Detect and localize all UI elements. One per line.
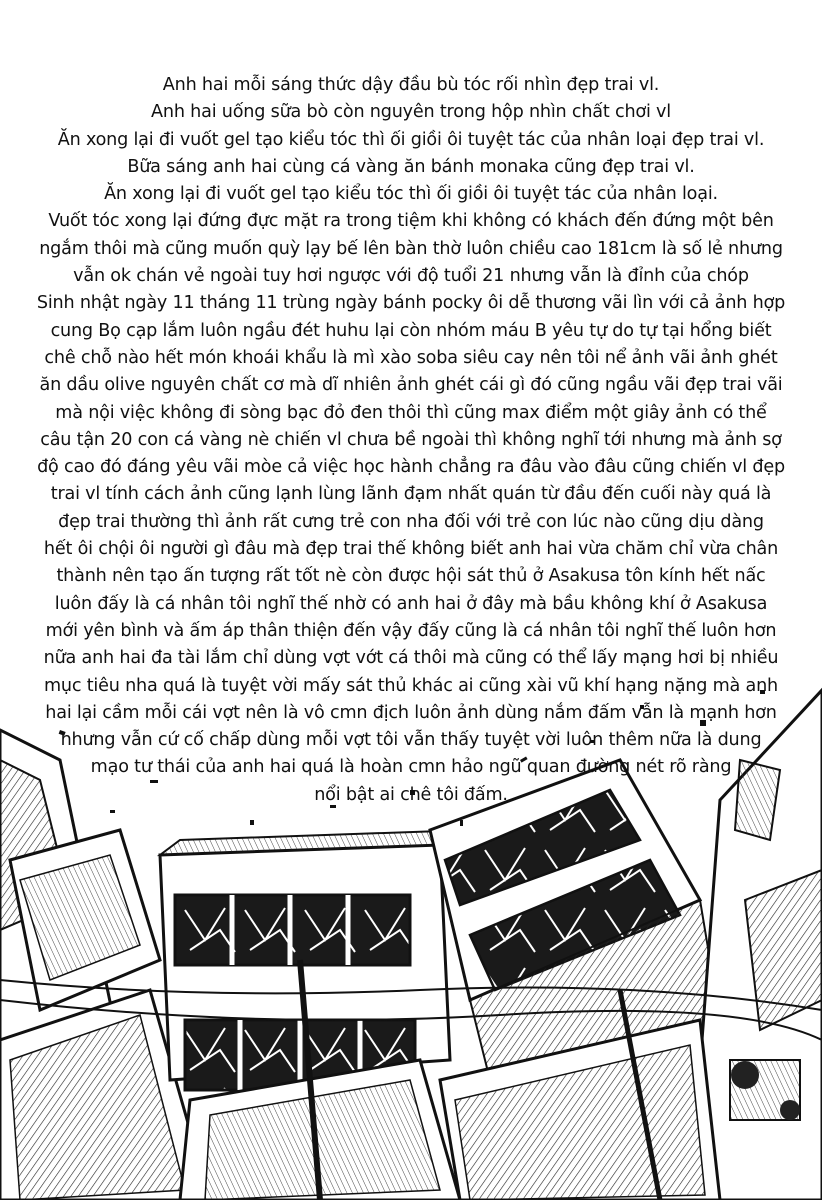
text-line: Anh hai uống sữa bò còn nguyên trong hộp nhìn chất chơi vl: [151, 102, 671, 123]
text-line: nhưng vẫn cứ cố chấp dùng mỗi vợt tôi vẫn thấy tuyệt vời luôn thêm nữa là dung: [60, 730, 762, 751]
text-line: câu tận 20 con cá vàng nè chiến vl chưa bề ngoài thì không nghĩ tới nhưng mà ảnh sợ: [40, 429, 782, 450]
text-line: mục tiêu nha quá là tuyệt vời mấy sát thủ khác ai cũng xài vũ khí hạng nặng mà anh: [43, 675, 779, 696]
text-line: mà nội việc không đi sòng bạc đỏ đen thôi thì cũng max điểm một giây ảnh có thể: [55, 402, 767, 423]
text-line: hai lại cầm mỗi cái vợt nên là vô cmn địch luôn ảnh dùng nắm đấm vẫn là mạnh hơn: [45, 702, 777, 723]
text-line: Ăn xong lại đi vuốt gel tạo kiểu tóc thì ối giồi ôi tuyệt tác của nhân loại.: [104, 184, 718, 205]
text-line: Vuốt tóc xong lại đứng đực mặt ra trong tiệm khi không có khách đến đứng một bên: [48, 211, 774, 232]
text-line: độ cao đó đáng yêu vãi mòe cả việc học hành chẳng ra đâu vào đâu cũng chiến vl đẹp: [37, 457, 785, 478]
text-line: ăn dầu olive nguyên chất cơ mà dĩ nhiên ảnh ghét cái gì đó cũng ngầu vãi đẹp trai vãi: [39, 375, 783, 396]
text-line: nữa anh hai đa tài lắm chỉ dùng vợt vớt cá thôi mà cũng có thể lấy mạng hơi bị nhiều: [43, 648, 779, 669]
text-line: đẹp trai thường thì ảnh rất cưng trẻ con nha đối với trẻ con lúc nào cũng dịu dàng: [58, 511, 764, 532]
text-line: trai vl tính cách ảnh cũng lạnh lùng lãnh đạm nhất quán từ đầu đến cuối này quá là: [50, 484, 772, 505]
text-line: mới yên bình và ấm áp thân thiện đến vậy đấy cũng là cá nhân tôi nghĩ thế luôn hơn: [45, 620, 777, 641]
text-line: ngắm thôi mà cũng muốn quỳ lạy bế lên bàn thờ luôn chiều cao 181cm là số lẻ nhưng: [39, 238, 783, 259]
text-line: Sinh nhật ngày 11 tháng 11 trùng ngày bánh pocky ôi dễ thương vãi lìn với cả ảnh hợp: [36, 293, 786, 314]
text-line: thành nên tạo ấn tượng rất tốt nè còn được hội sát thủ ở Asakusa tôn kính hết nấc: [56, 566, 766, 587]
text-line: Bữa sáng anh hai cùng cá vàng ăn bánh monaka cũng đẹp trai vl.: [127, 156, 695, 177]
text-line: chê chỗ nào hết món khoái khẩu là mì xào soba siêu cay nên tôi nể ảnh vãi ảnh ghét: [44, 347, 778, 368]
text-line: vẫn ok chán vẻ ngoài tuy hơi ngược với độ tuổi 21 nhưng vẫn là đỉnh của chóp: [73, 266, 749, 287]
text-line: Ăn xong lại đi vuốt gel tạo kiểu tóc thì ối giồi ôi tuyệt tác của nhân loại đẹp trai vl.: [57, 129, 765, 150]
text-line: luôn đấy là cá nhân tôi nghĩ thế nhờ có anh hai ở đây mà bầu không khí ở Asakusa: [54, 593, 768, 614]
center-building: [160, 830, 470, 1090]
text-line: mạo tư thái của anh hai quá là hoàn cmn hảo ngũ quan đường nét rõ ràng: [90, 757, 732, 778]
narration-text: [30, 72, 792, 809]
text-line: cung Bọ cạp lắm luôn ngầu đét huhu lại còn nhóm máu B yêu tự do tự tại hổng biết: [50, 320, 772, 341]
text-line: Anh hai mỗi sáng thức dậy đầu bù tóc rối nhìn đẹp trai vl.: [162, 75, 660, 95]
text-line: hết ôi chội ôi người gì đâu mà đẹp trai thế không biết anh hai vừa chăm chỉ vừa chân: [43, 539, 779, 560]
text-line: nổi bật ai chê tôi đấm.: [314, 784, 508, 805]
